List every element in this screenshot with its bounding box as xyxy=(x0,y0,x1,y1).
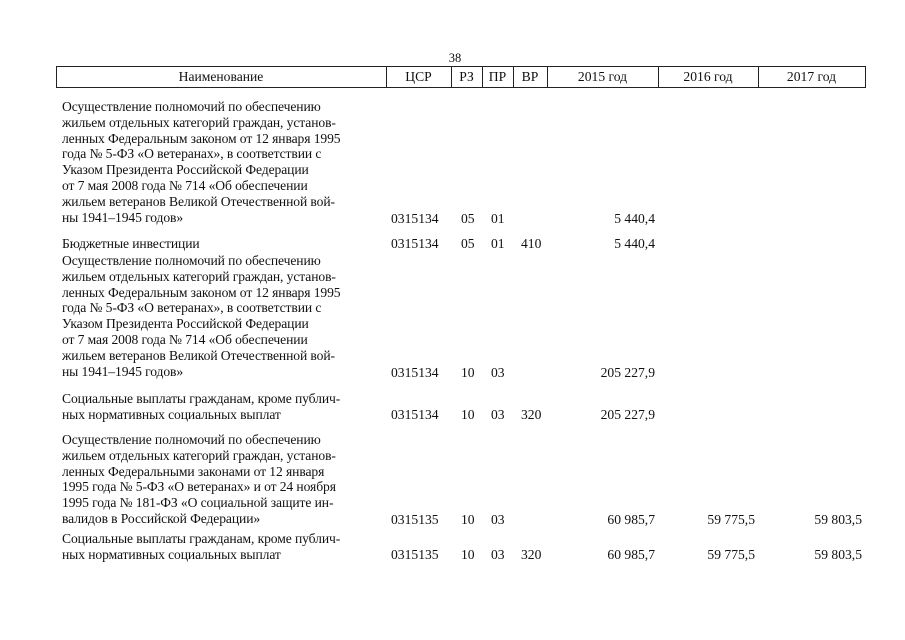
header-top-rule xyxy=(56,66,866,67)
row-pr: 03 xyxy=(491,407,505,423)
row-pr: 01 xyxy=(491,211,505,227)
row-vr: 320 xyxy=(521,407,542,423)
row-rz: 05 xyxy=(461,236,475,252)
table-row xyxy=(0,253,905,381)
header-csr: ЦСР xyxy=(405,69,432,84)
row-vr: 320 xyxy=(521,547,542,563)
row-pr: 03 xyxy=(491,547,505,563)
row-csr: 0315135 xyxy=(391,512,439,528)
row-name: Осуществление полномочий по обеспечению жильем отдельных категорий граждан, установ- ленных Федеральными законами от 12 января 1995 года № 5-ФЗ «О ветеранах» и от 24 ноября 1995 года № 181-ФЗ «О социальной защите ин- валидов в Российской Федерации» xyxy=(62,432,336,526)
row-csr: 0315134 xyxy=(391,365,439,381)
row-vr: 410 xyxy=(521,236,542,252)
header-border-right xyxy=(865,66,866,87)
row-2017: 59 803,5 xyxy=(814,547,862,563)
header-bottom-rule xyxy=(56,87,866,88)
table-row xyxy=(0,432,905,528)
table-row xyxy=(0,236,905,252)
row-2015: 205 227,9 xyxy=(600,365,655,381)
row-pr: 03 xyxy=(491,365,505,381)
row-2015: 60 985,7 xyxy=(607,512,655,528)
row-name: Социальные выплаты гражданам, кроме публич- ных нормативных социальных выплат xyxy=(62,391,341,422)
row-csr: 0315134 xyxy=(391,236,439,252)
row-2015: 5 440,4 xyxy=(614,236,655,252)
header-2016: 2016 год xyxy=(683,69,733,84)
header-2015: 2015 год xyxy=(577,69,628,84)
row-rz: 05 xyxy=(461,211,475,227)
row-name: Осуществление полномочий по обеспечению жильем отдельных категорий граждан, установ- ленных Федеральным законом от 12 января 1995 года № 5-ФЗ «О ветеранах», в соответствии с Указом Президента Российской Федерации от 7 мая 2008 года № 714 «Об обеспечении жильем ветеранов Великой Отечественной вой- ны 1941–1945 годов» xyxy=(62,253,341,379)
row-name: Осуществление полномочий по обеспечению жильем отдельных категорий граждан, установ- ленных Федеральным законом от 12 января 1995 года № 5-ФЗ «О ветеранах», в соответствии с Указом Президента Российской Федерации от 7 мая 2008 года № 714 «Об обеспечении жильем ветеранов Великой Отечественной вой- ны 1941–1945 годов» xyxy=(62,99,341,225)
row-2015: 60 985,7 xyxy=(607,547,655,563)
row-2015: 5 440,4 xyxy=(614,211,655,227)
header-rz: РЗ xyxy=(459,69,474,84)
row-pr: 03 xyxy=(491,512,505,528)
row-pr: 01 xyxy=(491,236,505,252)
header-pr: ПР xyxy=(488,69,507,84)
row-2016: 59 775,5 xyxy=(707,512,755,528)
row-rz: 10 xyxy=(461,407,475,423)
row-2016: 59 775,5 xyxy=(707,547,755,563)
header-name: Наименование xyxy=(178,69,264,84)
table-row xyxy=(0,391,905,423)
row-csr: 0315135 xyxy=(391,547,439,563)
table-row xyxy=(0,99,905,227)
row-rz: 10 xyxy=(461,547,475,563)
row-csr: 0315134 xyxy=(391,211,439,227)
table-row xyxy=(0,531,905,563)
row-name: Бюджетные инвестиции xyxy=(62,236,200,251)
row-csr: 0315134 xyxy=(391,407,439,423)
row-name: Социальные выплаты гражданам, кроме публич- ных нормативных социальных выплат xyxy=(62,531,341,562)
row-2015: 205 227,9 xyxy=(600,407,655,423)
page-number: 38 xyxy=(448,51,462,65)
header-2017: 2017 год xyxy=(786,69,837,84)
row-2017: 59 803,5 xyxy=(814,512,862,528)
header-vr: ВР xyxy=(521,69,539,84)
row-rz: 10 xyxy=(461,365,475,381)
row-rz: 10 xyxy=(461,512,475,528)
